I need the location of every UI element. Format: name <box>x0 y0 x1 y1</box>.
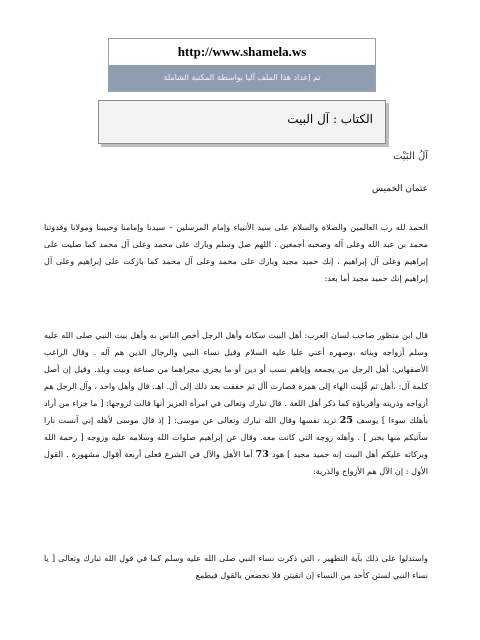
book-title-box <box>98 100 386 144</box>
paragraph-evidence: واستدلوا على ذلك بآية التطهير ، التي ذكرت نساء النبي صلى الله عليه وسلم كما في قول الله تبارك وتعالى [ يا نساء النبي لستن كأحد من النساء إن اتقيتن فلا تخضعن بالقول فيطمع <box>44 553 428 580</box>
paragraph-text: أما الأهل والآل في الشرع فعلى أربعة أقوال مشهورة . القول الأول : إن الآل هم الأزواج والذرية: <box>44 449 428 476</box>
source-url[interactable]: http://www.shamela.ws <box>177 44 307 59</box>
verse-number: 73 <box>255 449 269 460</box>
paragraph-opening: الحمد لله رب العالمين والصلاة والسلام على سيد الأنبياء وإمام المرسلين – سيدنا وإمامنا وحبيبنا ومولانا وقدوتنا محمد بن عبد الله وعلى آله وصحبه أجمعين . اللهم صل وسلم وبارك على محمد وعلى آل محمد كما صليت على إبراهيم وعلى آل إبراهيم ، إنك حميد مجيد وبارك على محمد وعلى آل محمد كما باركت على إبراهيم وعلى آل إبراهيم إنك حميد مجيد أما بعد: <box>44 222 428 283</box>
verse-number: 25 <box>339 415 354 426</box>
book-subtitle: آلُ البَيْت <box>393 151 428 162</box>
generated-banner: تم إعداد هذا الملف آليا بواسطة المكتبة الشاملة <box>109 65 375 91</box>
paragraph-text: قال ابن منظور صاحب لسان العرب: أهل البيت سكانه وأهل الرجل أخص الناس به وأهل بيت النبي صلى الله عليه وسلم أزواجه وبناته ،وصهره أعني عليا عليه السلام وقيل نساء النبي والرجال الذين هم آله . وقال الراغب الأصفهاني: أهل الرجل من يجمعه وإياهم نسب أو دين أو ما يجري مجراهما من صناعة وبيت وبلد. وقيل إن أصل كلمة آل: ،أهل ثم قُلِبت الهاء إلى همزة فصارت أأل ثم خففت بعد ذلك إلى آل. اهـ. قال وأهل واحد ، وآل الرجل هم أزواجه وذريته وأقرباؤه كما ذكر أهل اللغة . قال تبارك وتعالى في امرأة العزيز أنها قالت لزوجها: [ ما جزاء من أراد بأهلك سوءا ] يوسف <box>44 330 428 425</box>
source-header <box>108 38 376 92</box>
book-title: الكتاب : آل البيت <box>287 112 373 126</box>
author-name: عثمان الخميس <box>372 184 428 194</box>
paragraph-text: تريد نفسها وقال الله تبارك وتعالى عن موسى: [ إذ قال موسى لأهله إني آنست نارا سآتيكم منها بخبر ] . وأهله زوجه التي كانت معه. وقال عن إبراهيم صلوات الله وسلامه عليه وزوجه [ رحمة الله وبركاته عليكم أهل البيت إنه حميد مجيد ] هود <box>44 415 428 459</box>
paragraph-definition <box>44 327 428 480</box>
